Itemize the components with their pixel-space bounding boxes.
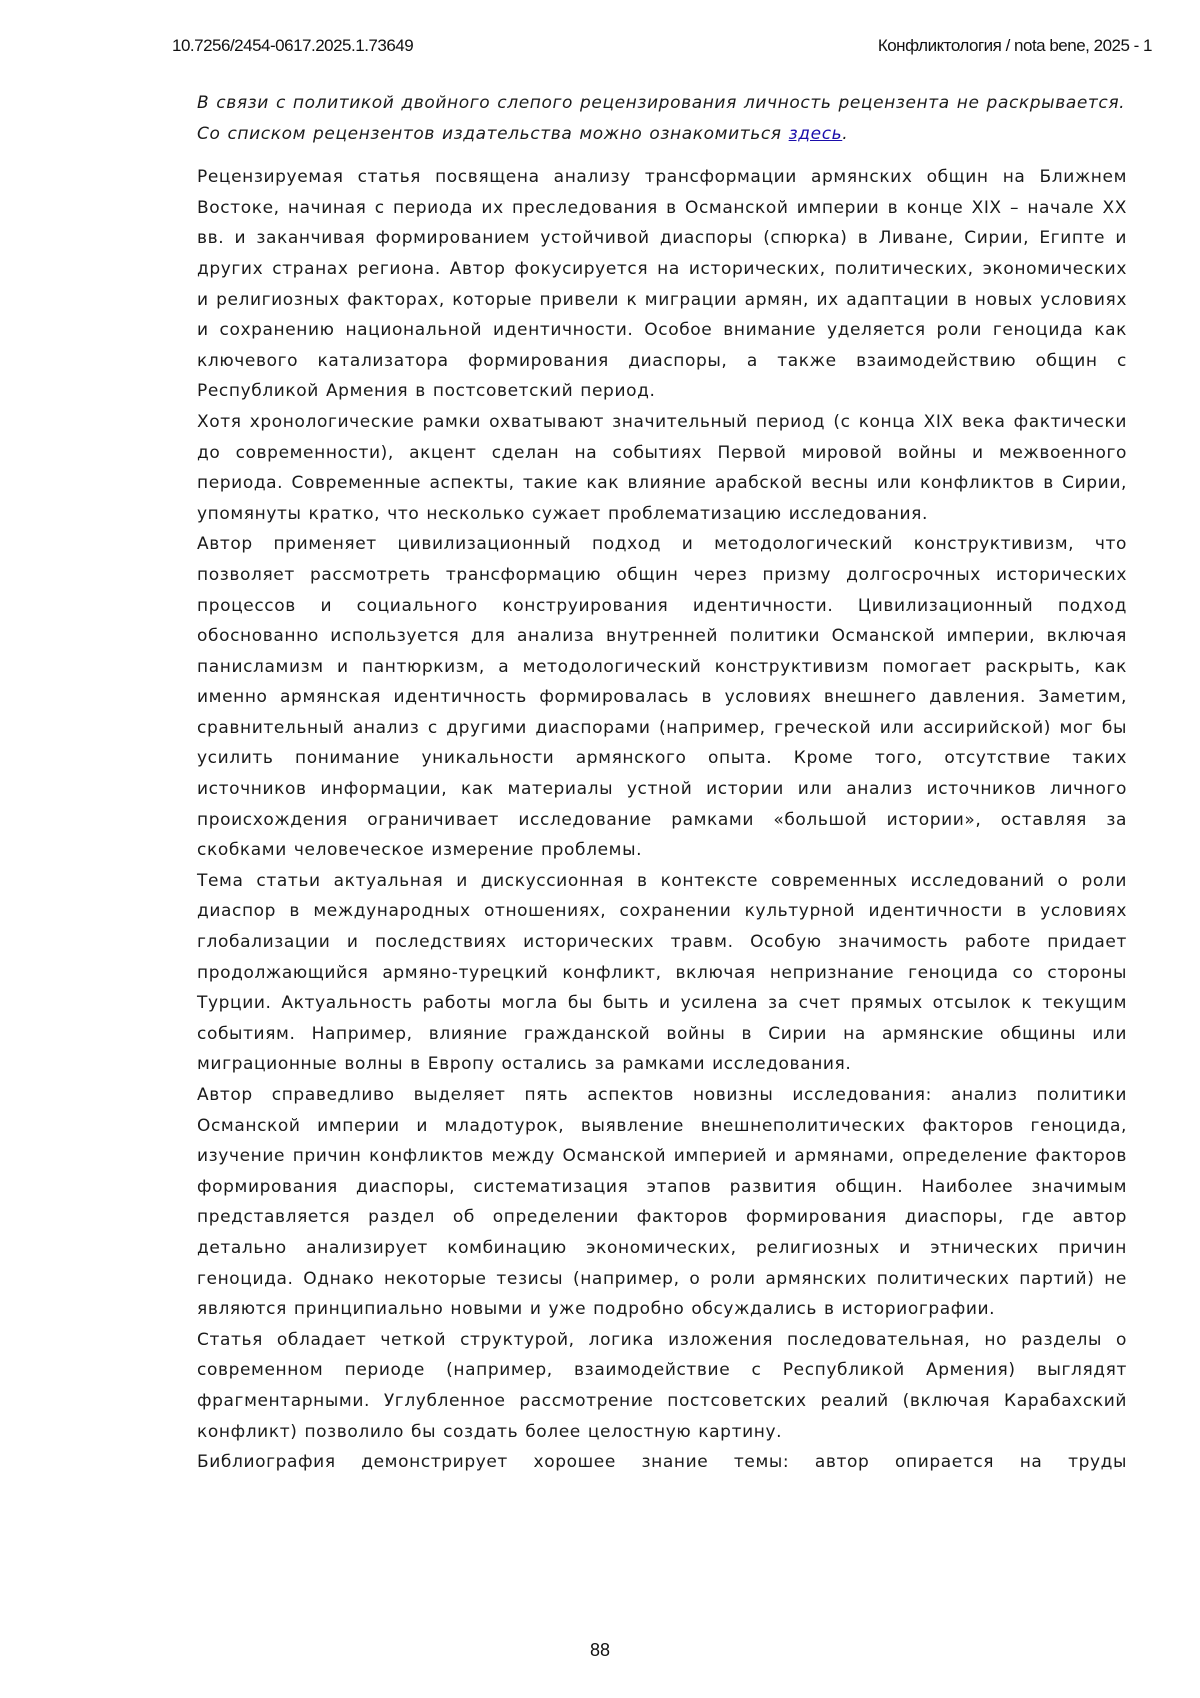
blind-review-note: В связи с политикой двойного слепого рецензирования личность рецензента не раскрывается. [197, 93, 1126, 113]
body-paragraph-continued: Библиография демонстрирует хорошее знание темы: автор опирается на труды [197, 1452, 1127, 1473]
review-note [197, 88, 1127, 149]
body-paragraph: Хотя хронологические рамки охватывают значительный период (с конца XIX века фактически до современности), акцент сделан на событиях Первой мировой войны и межвоенного периода. Современные аспекты, такие как влияние арабской весны или конфликтов в Сирии, упомянуты кратко, что несколько сужает проблематизацию исследования. [197, 411, 1127, 524]
page-number: 88 [589, 1640, 611, 1660]
body-paragraph: Автор применяет цивилизационный подход и методологический конструктивизм, что позволяет рассмотреть трансформацию общин через призму долгосрочных исторических процессов и социального конструирования идентичности. Цивилизационный подход обоснованно используется для анализа внутренней политики Османской империи, включая панисламизм и пантюркизм, а методологический конструктивизм помогает раскрыть, как именно армянская идентичность формировалась в условиях внешнего давления. Заметим, сравнительный анализ с другими диаспорами (например, греческой или ассирийской) мог бы усилить понимание уникальности армянского опыта. Кроме того, отсутствие таких источников информации, как материалы устной истории или анализ источников личного происхождения ограничивает исследование рамками «большой истории», оставляя за скобками человеческое измерение проблемы. [197, 534, 1127, 861]
doi-text: 10.7256/2454-0617.2025.1.73649 [172, 36, 414, 55]
journal-title: Конфликтология / nota bene, 2025 - 1 [877, 36, 1152, 55]
body-paragraph: Рецензируемая статья посвящена анализу трансформации армянских общин на Ближнем Востоке, начиная с периода их преследования в Османской империи в конце XIX – начале XX вв. и заканчивая формированием устойчивой диаспоры (спюрка) в Ливане, Сирии, Египте и других странах региона. Автор фокусируется на исторических, политических, экономических и религиозных факторах, которые привели к миграции армян, их адаптации в новых условиях и сохранению национальной идентичности. Особое внимание уделяется роли геноцида как ключевого катализатора формирования диаспоры, а также взаимодействию общин с Республикой Армения в постсоветский период. [197, 167, 1127, 402]
body-paragraph: Тема статьи актуальная и дискуссионная в контексте современных исследований о роли диаспор в международных отношениях, сохранении культурной идентичности в условиях глобализации и последствиях исторических травм. Особую значимость работе придает продолжающийся армяно-турецкий конфликт, включая непризнание геноцида со стороны Турции. Актуальность работы могла бы быть и усилена за счет прямых отсылок к текущим событиям. Например, влияние гражданской войны в Сирии на армянские общины или миграционные волны в Европу остались за рамками исследования. [197, 870, 1127, 1075]
reviewers-list-note [197, 119, 1127, 150]
reviewers-list-link[interactable]: здесь [788, 123, 843, 144]
reviewers-note-text: Со списком рецензентов издательства можно ознакомиться [197, 123, 789, 144]
running-header [172, 36, 1152, 62]
main-content [197, 88, 1127, 1478]
body-paragraph: Автор справедливо выделяет пять аспектов новизны исследования: анализ политики Османской империи и младотурок, выявление внешнеполитических факторов геноцида, изучение причин конфликтов между Османской империей и армянами, определение факторов формирования диаспоры, систематизация этапов развития общин. Наиболее значимым представляется раздел об определении факторов формирования диаспоры, где автор детально анализирует комбинацию экономических, религиозных и этнических причин геноцида. Однако некоторые тезисы (например, о роли армянских политических партий) не являются принципиально новыми и уже подробно обсуждались в историографии. [197, 1085, 1127, 1320]
reviewers-note-end: . [842, 123, 849, 144]
body-paragraph: Статья обладает четкой структурой, логика изложения последовательная, но разделы о современном периоде (например, взаимодействие с Республикой Армения) выглядят фрагментарными. Углубленное рассмотрение постсоветских реалий (включая Карабахский конфликт) позволило бы создать более целостную картину. [197, 1329, 1127, 1442]
